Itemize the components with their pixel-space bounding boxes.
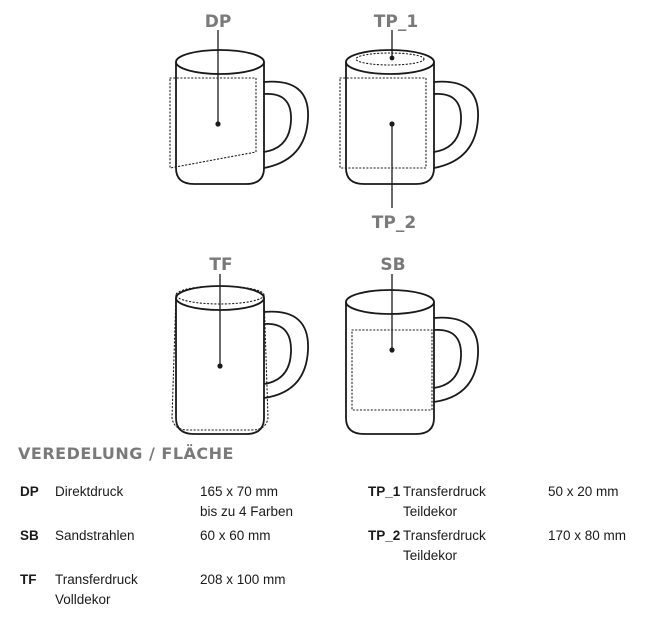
label-tp2: TP_2 xyxy=(371,213,417,233)
legend-name: Transferdruck xyxy=(55,572,138,587)
mug-tp xyxy=(340,12,478,233)
legend-code: TF xyxy=(20,572,37,587)
legend-heading: VEREDELUNG / FLÄCHE xyxy=(18,444,234,463)
label-dp: DP xyxy=(204,12,232,32)
legend-size: 208 x 100 mm xyxy=(200,572,286,587)
legend-code: DP xyxy=(20,484,39,499)
legend-size: 165 x 70 mm xyxy=(200,484,279,499)
legend-code: TP_2 xyxy=(368,528,401,543)
legend-name-line2: Teildekor xyxy=(403,504,458,519)
legend-name: Direktdruck xyxy=(55,484,124,499)
mug-sb xyxy=(346,255,478,434)
label-sb: SB xyxy=(380,255,406,275)
mug-dp xyxy=(170,12,308,184)
mug-tf xyxy=(172,255,308,434)
legend-code: TP_1 xyxy=(368,484,401,499)
label-tf: TF xyxy=(209,255,233,275)
legend-name-line2: Teildekor xyxy=(403,548,458,563)
label-tp1: TP_1 xyxy=(373,12,419,32)
legend-size: 170 x 80 mm xyxy=(548,528,627,543)
dp-print-area xyxy=(170,78,256,168)
legend-code: SB xyxy=(20,528,39,543)
legend-name: Transferdruck xyxy=(403,528,486,543)
legend-size: 50 x 20 mm xyxy=(548,484,619,499)
legend-size: 60 x 60 mm xyxy=(200,528,271,543)
legend-name-line2: Volldekor xyxy=(55,592,111,607)
legend-size-note: bis zu 4 Farben xyxy=(200,504,294,519)
legend-name: Sandstrahlen xyxy=(55,528,135,543)
tp2-print-area xyxy=(340,78,426,168)
legend-name: Transferdruck xyxy=(403,484,486,499)
